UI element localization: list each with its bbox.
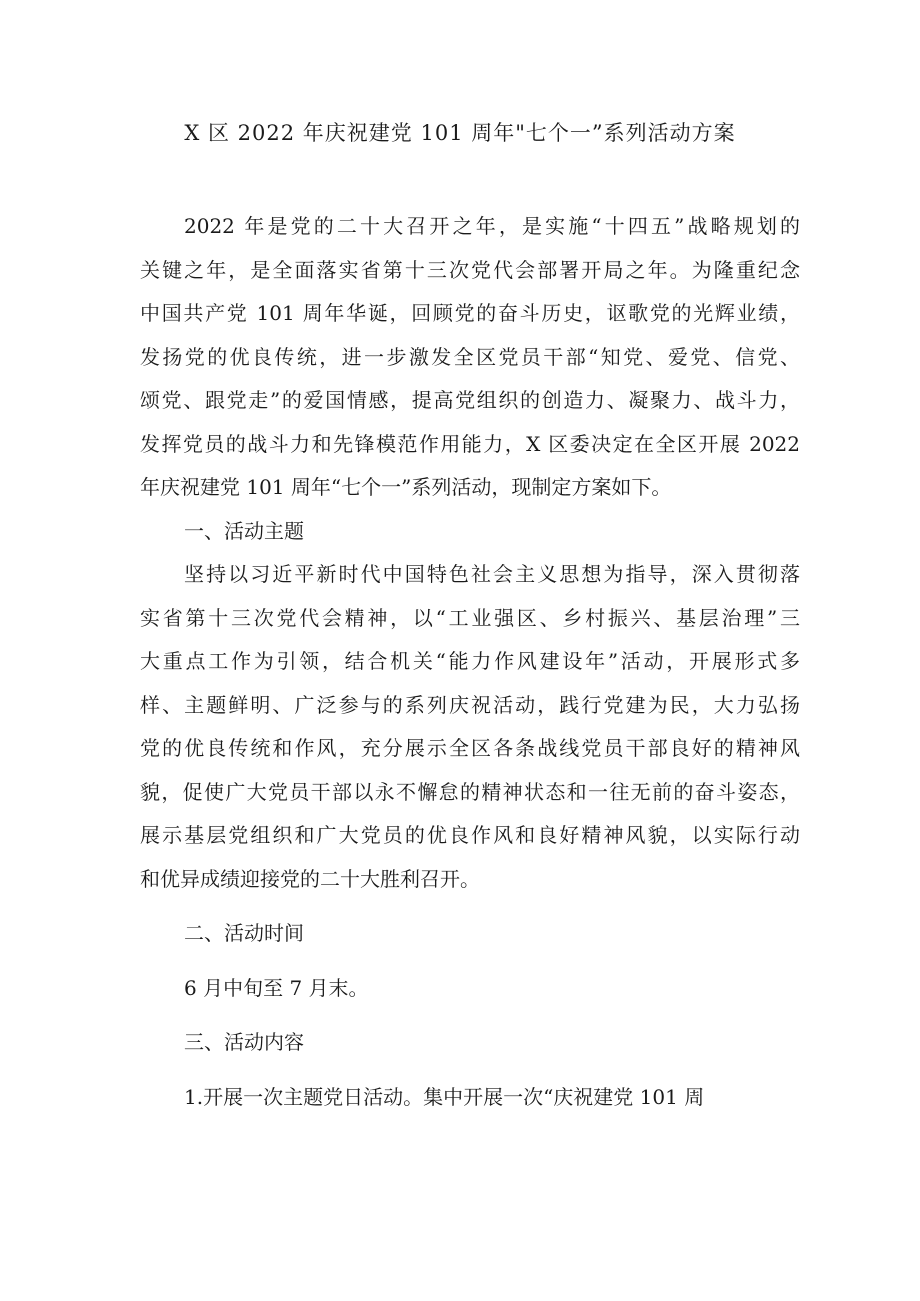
intro-line: 颂党、跟党走”的爱国情感，提高党组织的创造力、凝聚力、战斗力， bbox=[140, 388, 800, 412]
document-title: X 区 2022 年庆祝建党 101 周年"七个一”系列活动方案 bbox=[184, 121, 736, 145]
intro-line: 年庆祝建党 101 周年“七个一”系列活动，现制定方案如下。 bbox=[140, 475, 672, 499]
section1-line: 貌，促使广大党员干部以永不懈怠的精神状态和一往无前的奋斗姿态， bbox=[140, 779, 800, 804]
document-body bbox=[140, 205, 800, 1119]
intro-line: 中国共产党 101 周年华诞，回顾党的奋斗历史，讴歌党的光辉业绩， bbox=[140, 301, 800, 325]
section1-heading: 一、活动主题 bbox=[184, 518, 304, 543]
intro-line: 2022 年是党的二十大召开之年，是实施“十四五”战略规划的 bbox=[184, 214, 800, 238]
intro-line: 关键之年，是全面落实省第十三次党代会部署开局之年。为隆重纪念 bbox=[140, 257, 800, 282]
section1-line: 实省第十三次党代会精神，以“工业强区、乡村振兴、基层治理”三 bbox=[140, 605, 800, 630]
section3-heading: 三、活动内容 bbox=[184, 1030, 304, 1054]
section1-line: 展示基层党组织和广大党员的优良作风和良好精神风貌，以实际行动 bbox=[140, 823, 800, 847]
intro-paragraph bbox=[140, 205, 800, 510]
section2-body: 6 月中旬至 7 月末。 bbox=[184, 975, 369, 1000]
section1-line: 党的优良传统和作风，充分展示全区各条战线党员干部良好的精神风 bbox=[140, 736, 800, 760]
section3-item: 1.开展一次主题党日活动。集中开展一次“庆祝建党 101 周 bbox=[184, 1084, 705, 1109]
section1-paragraph bbox=[140, 553, 800, 901]
section1-line: 和优异成绩迎接党的二十大胜利召开。 bbox=[140, 866, 480, 891]
section2-heading: 二、活动时间 bbox=[184, 921, 304, 945]
section1-line: 样、主题鲜明、广泛参与的系列庆祝活动，践行党建为民，大力弘扬 bbox=[140, 692, 800, 717]
intro-line: 发扬党的优良传统，进一步激发全区党员干部“知党、爱党、信党、 bbox=[140, 344, 800, 369]
section1-line: 大重点工作为引领，结合机关“能力作风建设年”活动，开展形式多 bbox=[140, 649, 800, 673]
section1-line: 坚持以习近平新时代中国特色社会主义思想为指导，深入贯彻落 bbox=[184, 562, 800, 586]
intro-line: 发挥党员的战斗力和先锋模范作用能力，X 区委决定在全区开展 2022 bbox=[140, 431, 800, 456]
